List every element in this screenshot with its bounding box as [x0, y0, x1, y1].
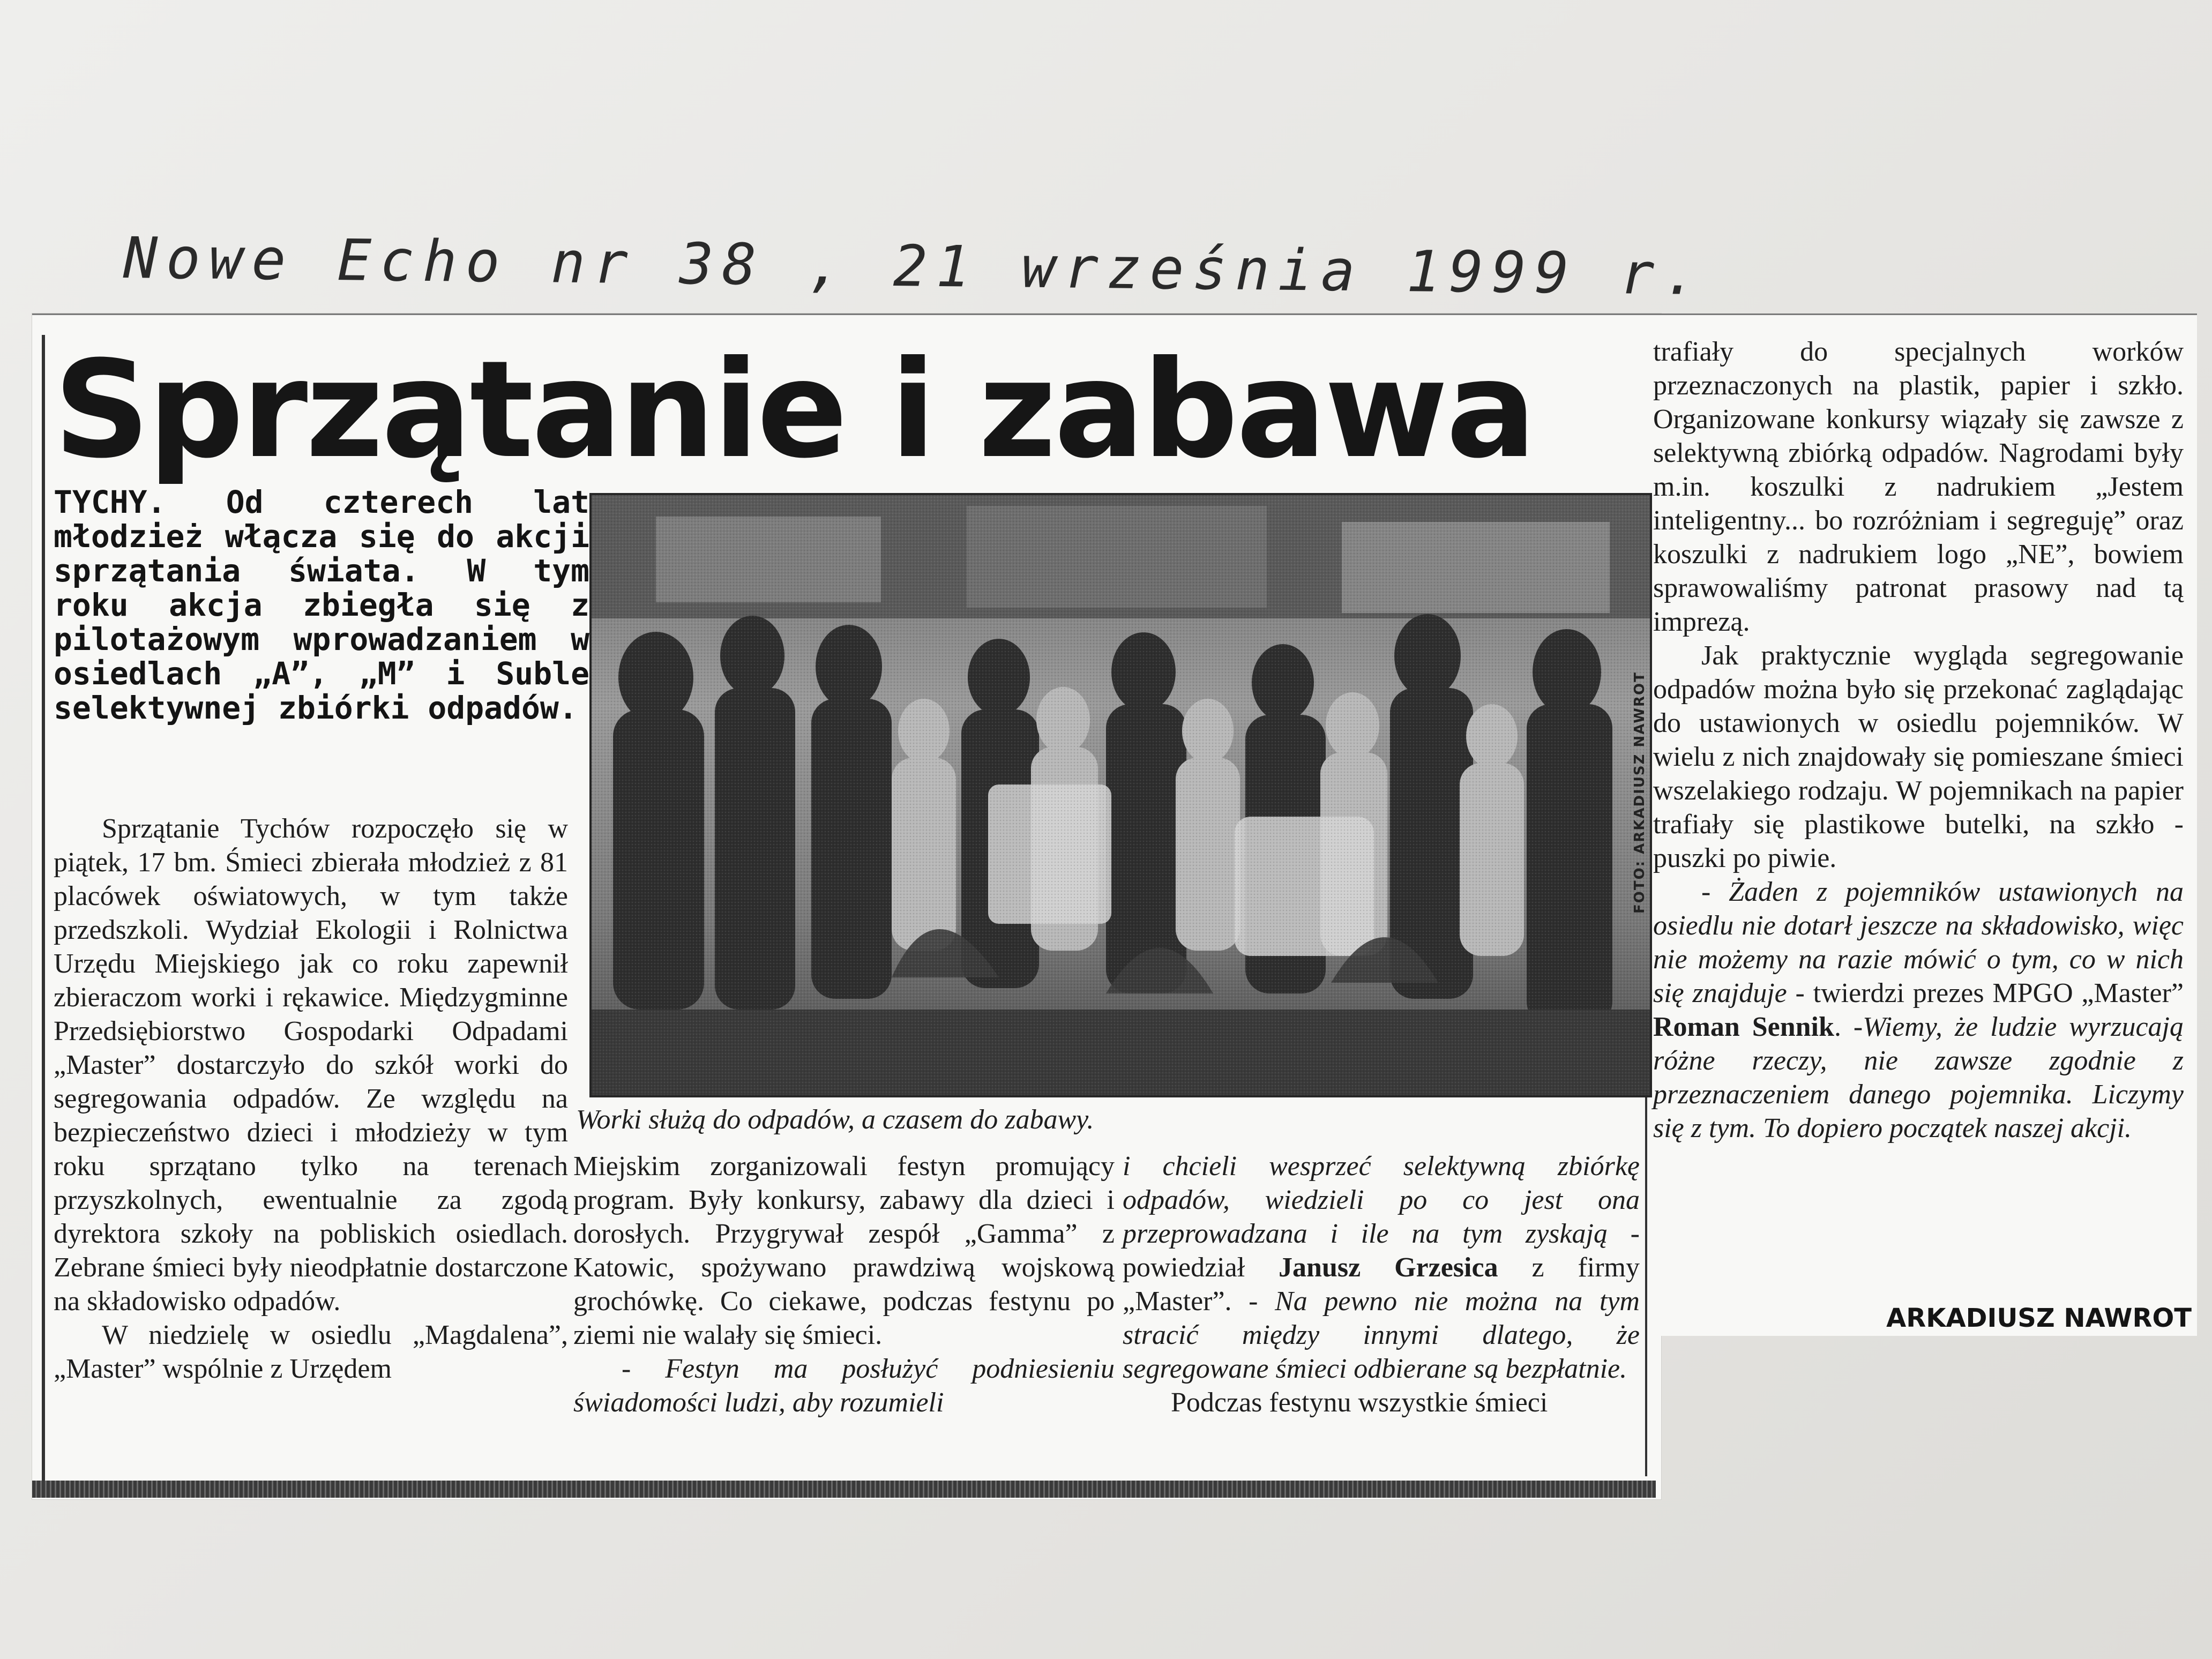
paragraph: Miejskim zorganizowali festyn promujący program. Były konkursy, zabawy dla dzieci i dorosłych. Przygrywał zespół „Gamma” z Katowic, spożywano prawdziwą wojskową grochówkę. Co ciekawe, podczas festynu po ziemi nie walały się śmieci.	[573, 1151, 1115, 1350]
newspaper-clipping	[32, 313, 2197, 1508]
attribution-text: z firmy „Master”.	[1123, 1252, 1640, 1317]
quote-text: - Żaden z pojemników ustawionych na osiedlu nie dotarł jeszcze na składowisko, więc nie możemy na razie mówić o tym, co w nich się znajduje	[1653, 877, 2184, 1008]
photo-caption: Worki służą do odpadów, a czasem do zabawy.	[576, 1104, 1094, 1135]
photo-crowd-image	[592, 495, 1650, 1095]
person-name: Roman Sennik	[1653, 1012, 1834, 1042]
column-4	[1653, 335, 2184, 1299]
bottom-bar	[32, 1481, 1656, 1498]
quote-paragraph	[1653, 875, 2184, 1145]
column-3	[1123, 1149, 1640, 1482]
attribution-text: - powiedział	[1123, 1219, 1640, 1283]
left-rule	[42, 335, 45, 1482]
paragraph: W niedzielę w osiedlu „Magdalena”, „Master” wspólnie z Urzędem	[54, 1320, 568, 1384]
paragraph: Podczas festynu wszystkie śmieci	[1171, 1387, 1548, 1418]
handwritten-note: Nowe Echo nr 38 , 21 września 1999 r.	[123, 225, 1706, 308]
quote-text: -Wiemy, że ludzie wyrzucają różne rzeczy, nie zawsze zgodnie z przeznaczeniem danego pojemnika. Liczymy się z tym. To dopiero początek naszej akcji.	[1653, 1012, 2184, 1144]
author-byline: ARKADIUSZ NAWROT	[1886, 1303, 2192, 1333]
paragraph: trafiały do specjalnych worków przeznaczonych na plastik, papier i szkło. Organizowane konkursy wiązały się zawsze z selektywną zbiórką odpadów. Nagrodami były m.in. koszulki z nadrukiem „Jestem inteligentny... bo rozróżniam i segreguję” oraz koszulki z nadrukiem logo „NE”, bowiem sprawowaliśmy patronat prasowy nad tą imprezą.	[1653, 337, 2184, 637]
lead-paragraph: TYCHY. Od czterech lat młodzież włącza się do akcji sprzątania świata. W tym roku akcja zbiegła się z pilotażowym wprowadzaniem w osiedlach „A”, „M” i Suble selektywnej zbiórki odpadów.	[54, 484, 589, 726]
article-photo	[589, 493, 1652, 1097]
quote-paragraph: - Festyn ma posłużyć podniesieniu świadomości ludzi, aby rozumieli	[573, 1354, 1115, 1418]
photo-credit: FOTO: ARKADIUSZ NAWROT	[1632, 671, 1648, 914]
attribution-text: .	[1834, 1012, 1854, 1042]
paragraph: Jak praktycznie wygląda segregowanie odpadów można było się przekonać zaglądając do ustawionych w osiedlu pojemników. W wielu z nich znajdowały się pomieszane śmieci wszelakiego rodzaju. W pojemnikach na papier trafiały się plastikowe butelki, na szkło - puszki po piwie.	[1653, 640, 2184, 873]
quote-paragraph	[1123, 1149, 1640, 1386]
column-1	[54, 812, 568, 1476]
person-name: Janusz Grzesica	[1279, 1252, 1498, 1283]
headline: Sprzątanie i zabawa	[54, 332, 1535, 488]
paragraph: Sprzątanie Tychów rozpoczęło się w piątek, 17 bm. Śmieci zbierała młodzież z 81 placówek oświatowych, w tym także przedszkoli. Wydział Ekologii i Rolnictwa Urzędu Miejskiego jak co roku zapewnił zbieraczom worki i rękawice. Międzygminne Przedsiębiorstwo Gospodarki Odpadami „Master” dostarczyło do szkół worki do segregowania odpadów. Ze względu na bezpieczeństwo dzieci i młodzieży w tym roku sprzątano tylko na terenach przyszkolnych, ewentualnie za zgodą dyrektora szkoły na pobliskich osiedlach. Zebrane śmieci były nieodpłatnie dostarczone na składowisko odpadów.	[54, 813, 568, 1317]
quote-text: - Na pewno nie można na tym stracić między innymi dlatego, że segregowane śmieci odbierane są bezpłatnie.	[1123, 1286, 1640, 1384]
quote-text: i chcieli wesprzeć selektywną zbiórkę odpadów, wiedzieli po co jest ona przeprowadzana i ile na tym zyskają	[1123, 1151, 1640, 1249]
attribution-text: - twierdzi prezes MPGO „Master”	[1787, 978, 2184, 1008]
column-2	[573, 1149, 1115, 1482]
